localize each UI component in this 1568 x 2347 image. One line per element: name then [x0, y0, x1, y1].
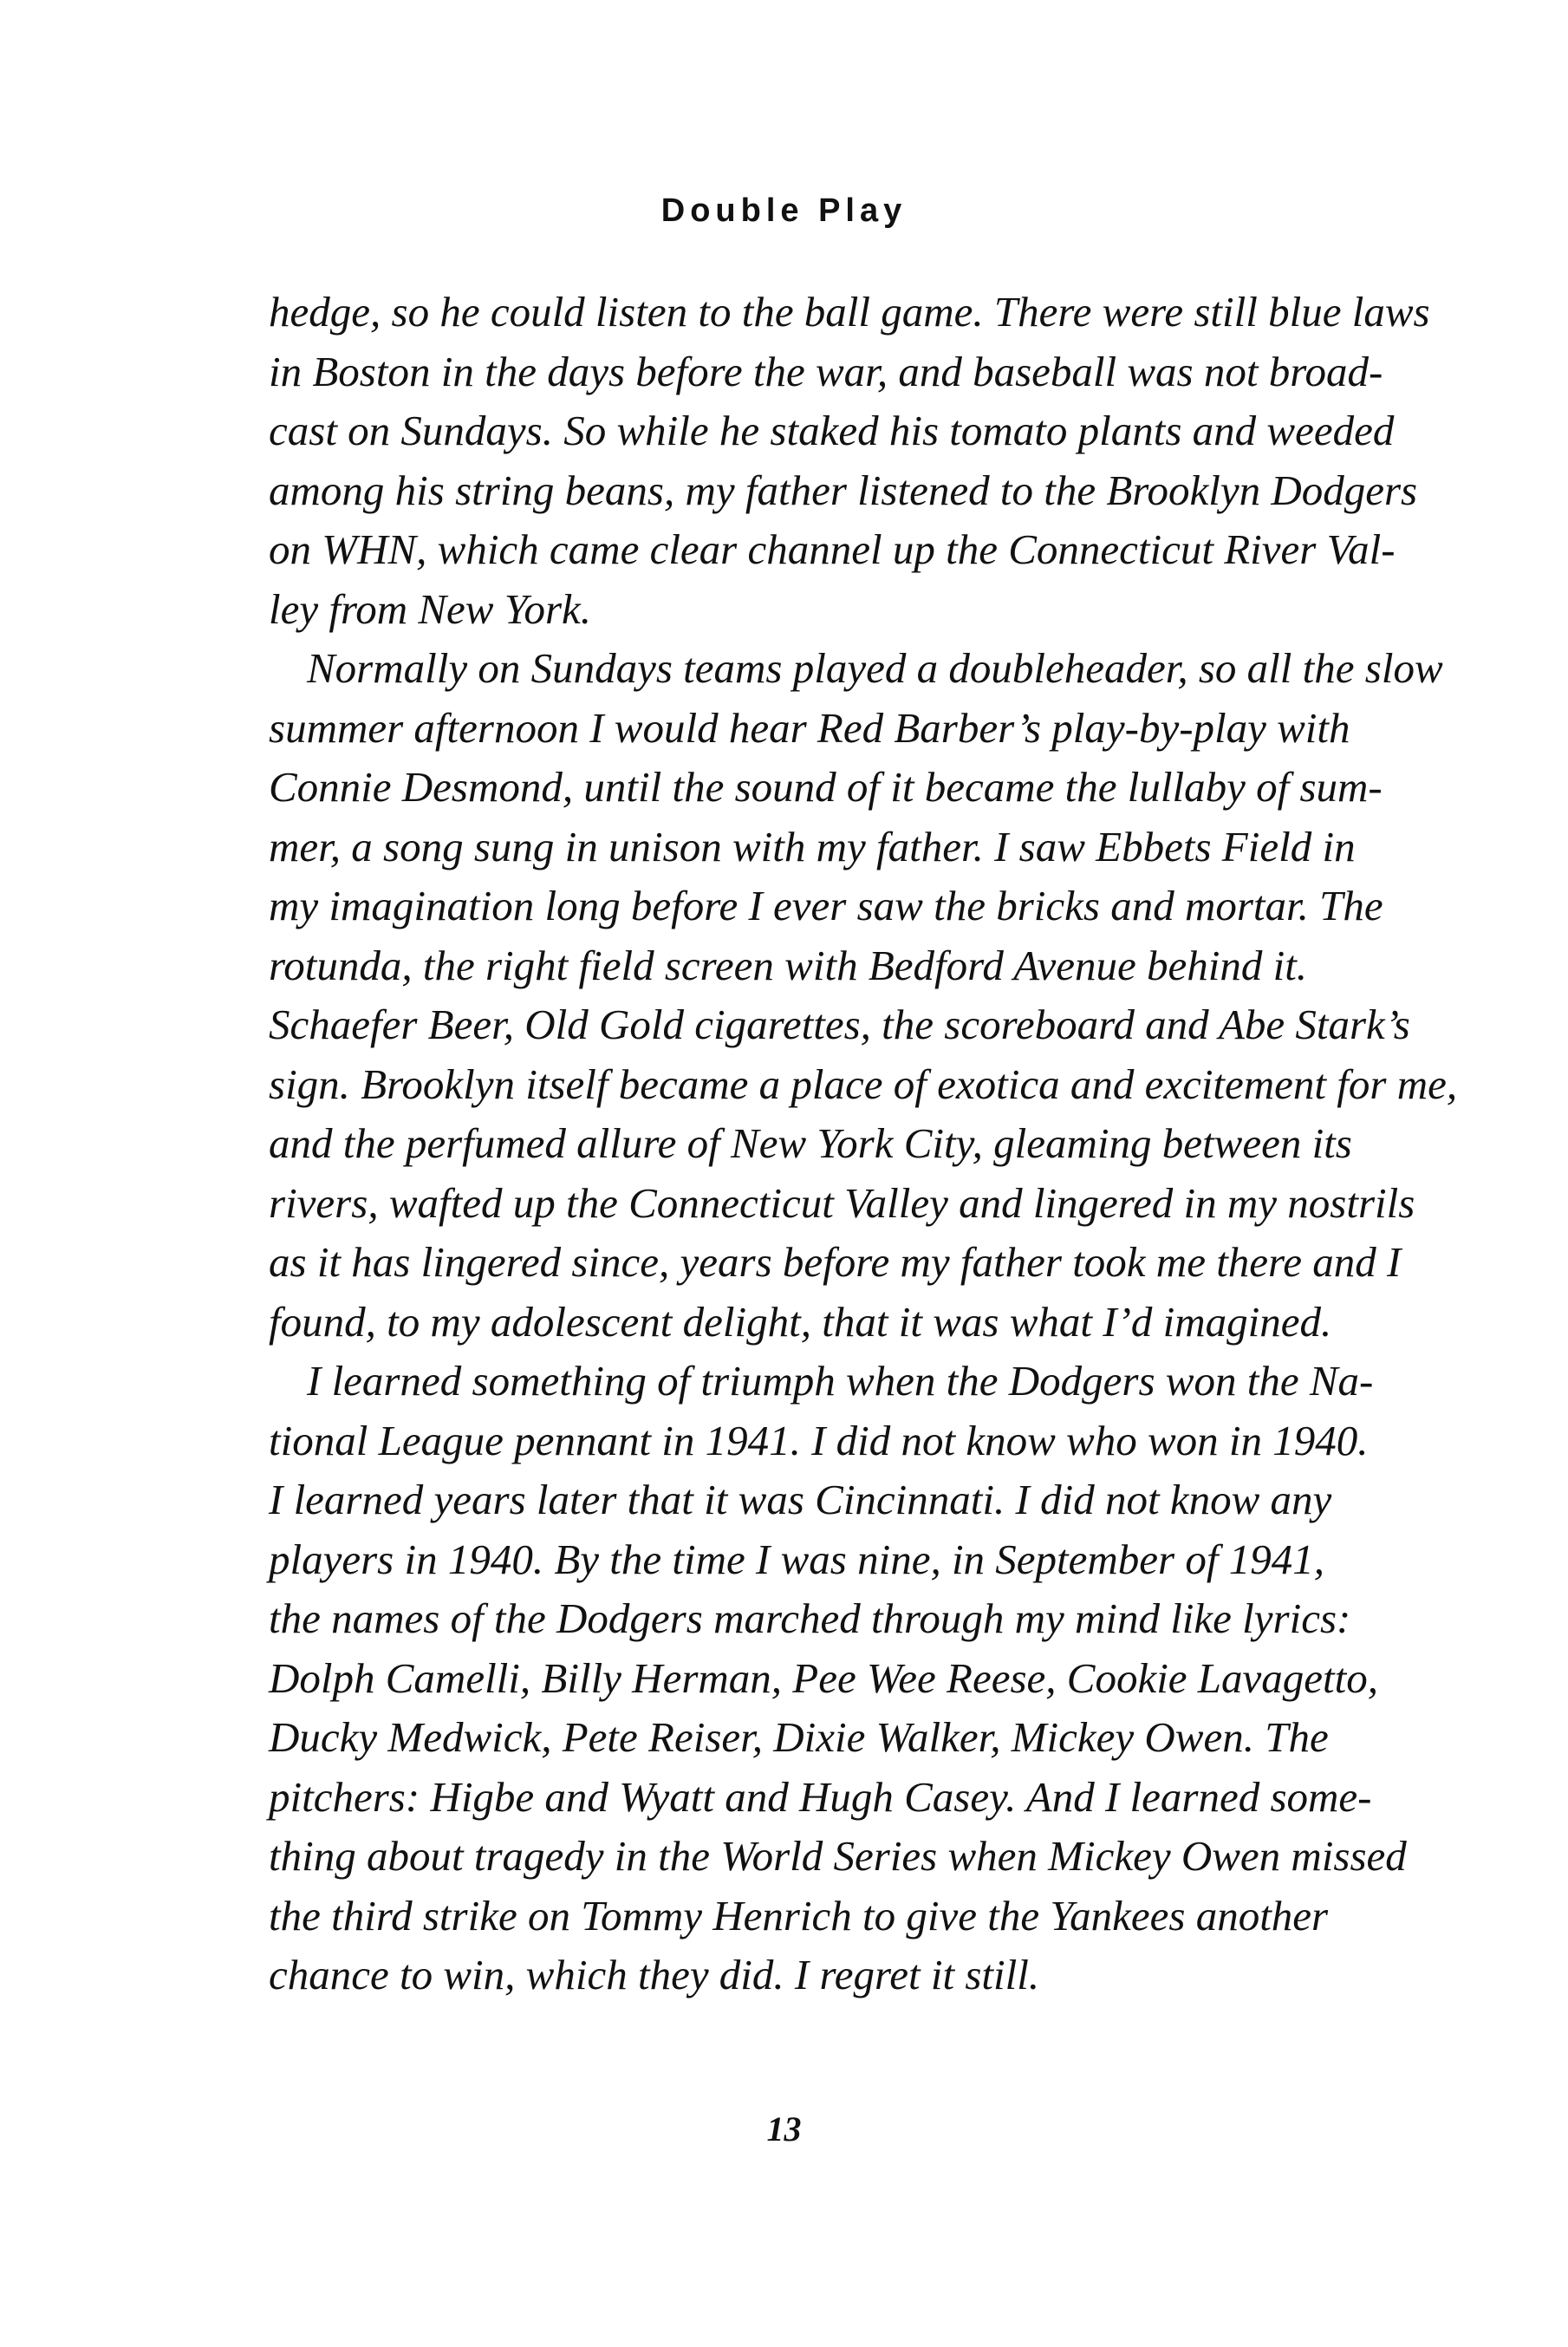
text-line: as it has lingered since, years before my father took me there and I [269, 1238, 1402, 1286]
text-line: rotunda, the right field screen with Bedford Avenue behind it. [269, 941, 1308, 989]
text-line: my imagination long before I ever saw the bricks and mortar. The [269, 882, 1383, 929]
text-line: pitchers: Higbe and Wyatt and Hugh Casey. And I learned some- [269, 1772, 1372, 1821]
text-line: mer, a song sung in unison with my father. I saw Ebbets Field in [269, 822, 1356, 870]
text-line: hedge, so he could listen to the ball game. There were still blue laws [269, 288, 1430, 336]
text-line: rivers, wafted up the Connecticut Valley and lingered in my nostrils [269, 1178, 1415, 1227]
text-line: in Boston in the days before the war, and baseball was not broad- [269, 347, 1383, 395]
text-line: Dolph Camelli, Billy Herman, Pee Wee Reese, Cookie Lavagetto, [269, 1653, 1379, 1702]
text-line: Normally on Sundays teams played a doubleheader, so all the slow [307, 644, 1443, 692]
text-line: the third strike on Tommy Henrich to give the Yankees another [269, 1891, 1329, 1940]
text-line: tional League pennant in 1941. I did not know who won in 1940. [269, 1416, 1369, 1464]
text-line: Connie Desmond, until the sound of it became the lullaby of sum- [269, 763, 1383, 811]
paragraph-1 [269, 283, 1430, 639]
body-text [269, 283, 1458, 2005]
text-line: I learned years later that it was Cincinnati. I did not know any [269, 1476, 1332, 1523]
text-line: I learned something of triumph when the Dodgers won the Na- [307, 1357, 1374, 1405]
text-line: chance to win, which they did. I regret it still. [269, 1951, 1040, 1998]
page-number: 13 [766, 2109, 802, 2148]
text-line: Ducky Medwick, Pete Reiser, Dixie Walker, Mickey Owen. The [269, 1713, 1329, 1761]
paragraph-3 [269, 1352, 1407, 2005]
text-line: summer afternoon I would hear Red Barber’s play-by-play with [269, 703, 1350, 752]
text-line: ley from New York. [269, 584, 592, 633]
text-line: the names of the Dodgers marched through my mind like lyrics: [269, 1594, 1351, 1642]
text-line: cast on Sundays. So while he staked his tomato plants and weeded [269, 407, 1395, 454]
text-line: Schaefer Beer, Old Gold cigarettes, the scoreboard and Abe Stark’s [269, 1001, 1410, 1048]
text-line: players in 1940. By the time I was nine, in September of 1941, [269, 1535, 1324, 1583]
text-line: sign. Brooklyn itself became a place of exotica and excitement for me, [269, 1059, 1458, 1108]
text-line: thing about tragedy in the World Series when Mickey Owen missed [269, 1832, 1407, 1880]
running-head: Double Play [660, 192, 908, 229]
text-line: among his string beans, my father listened to the Brooklyn Dodgers [269, 466, 1418, 514]
paragraph-2 [269, 639, 1458, 1352]
text-line: found, to my adolescent delight, that it was what I’d imagined. [269, 1297, 1332, 1346]
text-line: on WHN, which came clear channel up the Connecticut River Val- [269, 525, 1396, 573]
text-line: and the perfumed allure of New York City, gleaming between its [269, 1119, 1352, 1167]
